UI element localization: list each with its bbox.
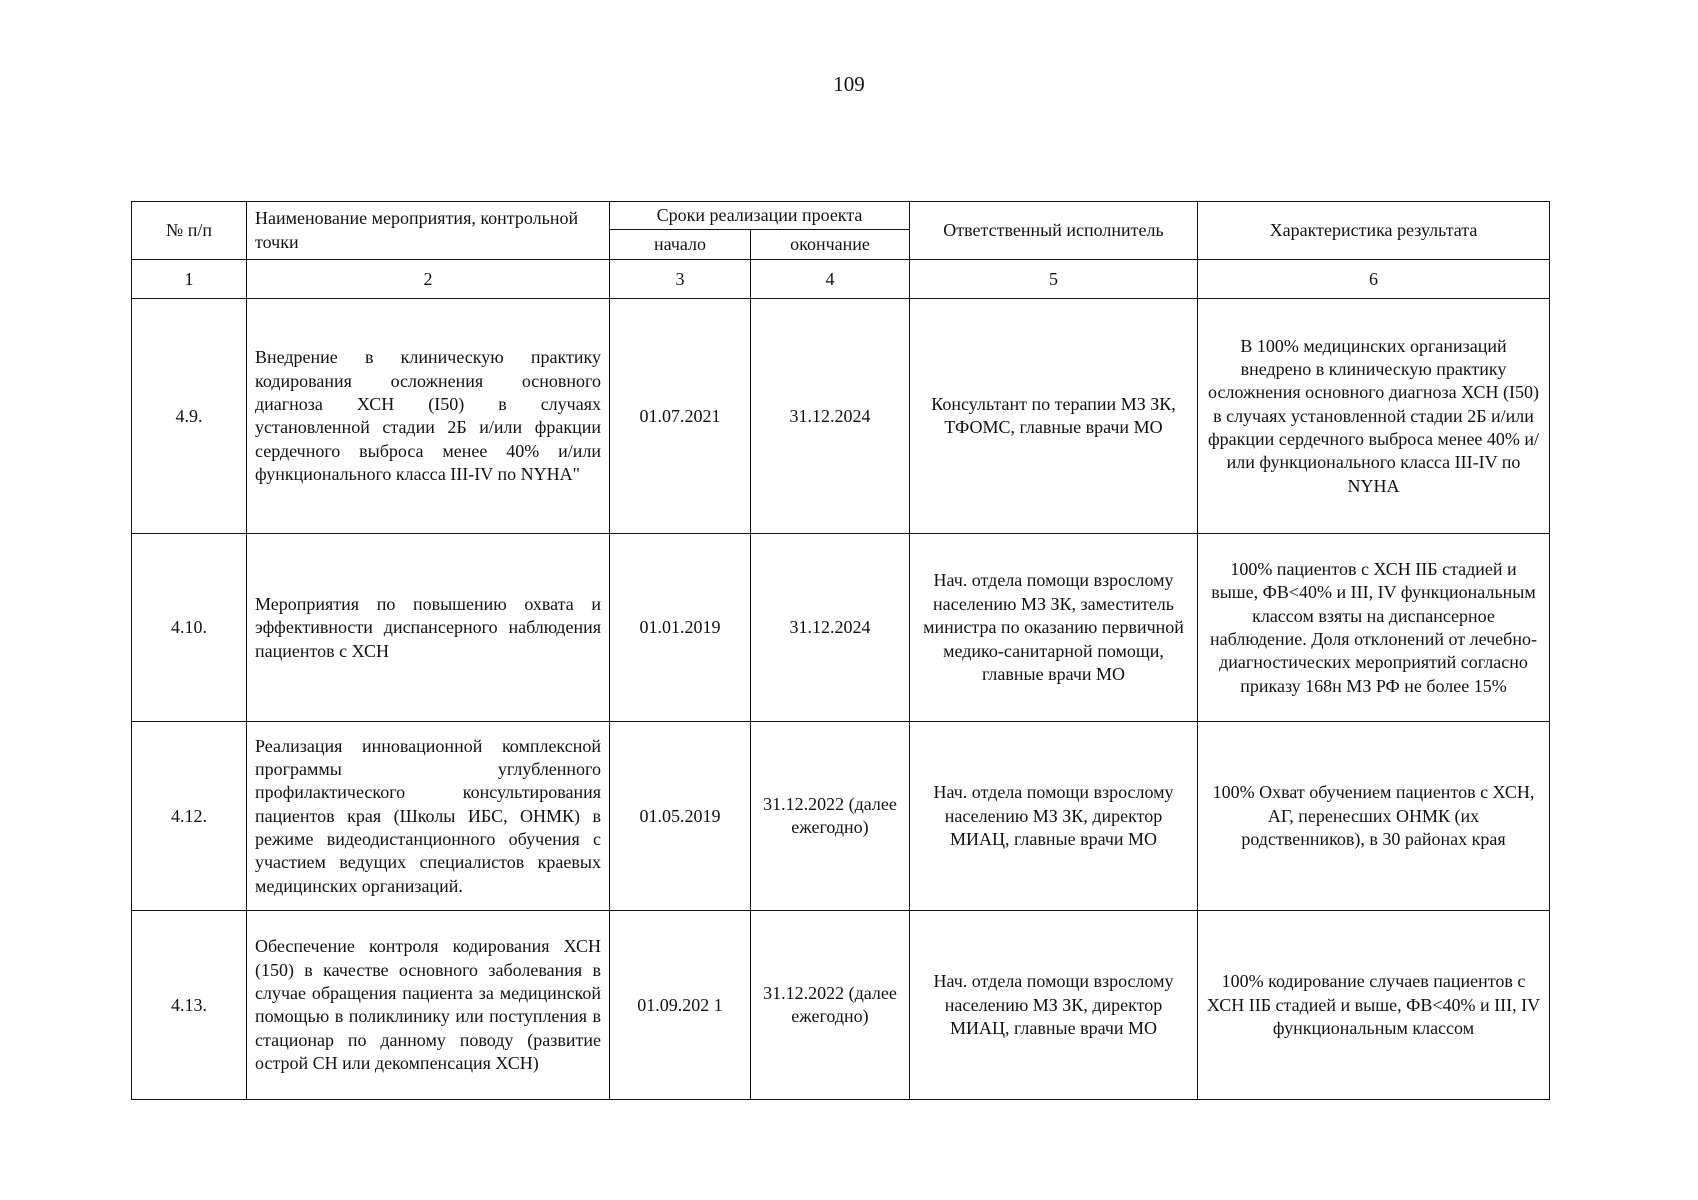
header-result: Характеристика результата xyxy=(1198,202,1550,260)
responsible: Консультант по терапии МЗ ЗК, ТФОМС, главные врачи МО xyxy=(910,299,1198,534)
header-responsible: Ответственный исполнитель xyxy=(910,202,1198,260)
header-num: № п/п xyxy=(132,202,247,260)
start-date: 01.01.2019 xyxy=(610,534,751,722)
table-row xyxy=(132,299,1550,534)
column-number: 4 xyxy=(751,260,910,299)
column-number: 6 xyxy=(1198,260,1550,299)
table-row xyxy=(132,534,1550,722)
row-number: 4.10. xyxy=(132,534,247,722)
column-number: 1 xyxy=(132,260,247,299)
column-number: 3 xyxy=(610,260,751,299)
row-number: 4.13. xyxy=(132,911,247,1100)
column-number: 2 xyxy=(247,260,610,299)
header-start: начало xyxy=(610,230,751,260)
end-date: 31.12.2022 (далее ежегодно) xyxy=(751,911,910,1100)
activity-name: Реализация инновационной комплексной программы углубленного профилактического консультирования пациентов края (Школы ИБС, ОНМК) в режиме видеодистанционного обучения с участием ведущих специалистов краевых медицинских организаций. xyxy=(247,722,610,911)
activity-name: Мероприятия по повышению охвата и эффективности диспансерного наблюдения пациентов с ХСН xyxy=(247,534,610,722)
column-number: 5 xyxy=(910,260,1198,299)
row-number: 4.12. xyxy=(132,722,247,911)
result: 100% Охват обучением пациентов с ХСН, АГ, перенесших ОНМК (их родственников), в 30 районах края xyxy=(1198,722,1550,911)
page-number: 109 xyxy=(833,72,865,96)
header-name: Наименование мероприятия, контрольной точки xyxy=(247,202,610,260)
row-number: 4.9. xyxy=(132,299,247,534)
start-date: 01.07.2021 xyxy=(610,299,751,534)
table-row xyxy=(132,911,1550,1100)
responsible: Нач. отдела помощи взрослому населению МЗ ЗК, директор МИАЦ, главные врачи МО xyxy=(910,722,1198,911)
responsible: Нач. отдела помощи взрослому населению МЗ ЗК, заместитель министра по оказанию первичной медико-санитарной помощи, главные врачи МО xyxy=(910,534,1198,722)
responsible: Нач. отдела помощи взрослому населению МЗ ЗК, директор МИАЦ, главные врачи МО xyxy=(910,911,1198,1100)
header-period: Сроки реализации проекта xyxy=(610,202,910,230)
activity-name: Внедрение в клиническую практику кодирования осложнения основного диагноза ХСН (I50) в случаях установленной стадии 2Б и/или фракции сердечного выброса менее 40% и/или функционального класса III-IV по NYHA" xyxy=(247,299,610,534)
result: 100% кодирование случаев пациентов с ХСН IIБ стадией и выше, ФВ<40% и III, IV функциональным классом xyxy=(1198,911,1550,1100)
activity-name: Обеспечение контроля кодирования ХСН (150) в качестве основного заболевания в случае обращения пациента за медицинской помощью в поликлинику или поступления в стационар по данному поводу (развитие острой СН или декомпенсация ХСН) xyxy=(247,911,610,1100)
header-row xyxy=(132,202,1550,230)
end-date: 31.12.2022 (далее ежегодно) xyxy=(751,722,910,911)
column-number-row xyxy=(132,260,1550,299)
result: 100% пациентов с ХСН IIБ стадией и выше, ФВ<40% и III, IV функциональным классом взяты на диспансерное наблюдение. Доля отклонений от лечебно-диагностических мероприятий согласно приказу 168н МЗ РФ не более 15% xyxy=(1198,534,1550,722)
start-date: 01.05.2019 xyxy=(610,722,751,911)
end-date: 31.12.2024 xyxy=(751,299,910,534)
project-plan-table xyxy=(131,201,1550,1100)
start-date: 01.09.202 1 xyxy=(610,911,751,1100)
header-end: окончание xyxy=(751,230,910,260)
table-row xyxy=(132,722,1550,911)
result: В 100% медицинских организаций внедрено в клиническую практику осложнения основного диагноза ХСН (I50) в случаях установленной стадии 2Б и/или фракции сердечного выброса менее 40% и/или функционального класса III-IV по NYHA xyxy=(1198,299,1550,534)
end-date: 31.12.2024 xyxy=(751,534,910,722)
